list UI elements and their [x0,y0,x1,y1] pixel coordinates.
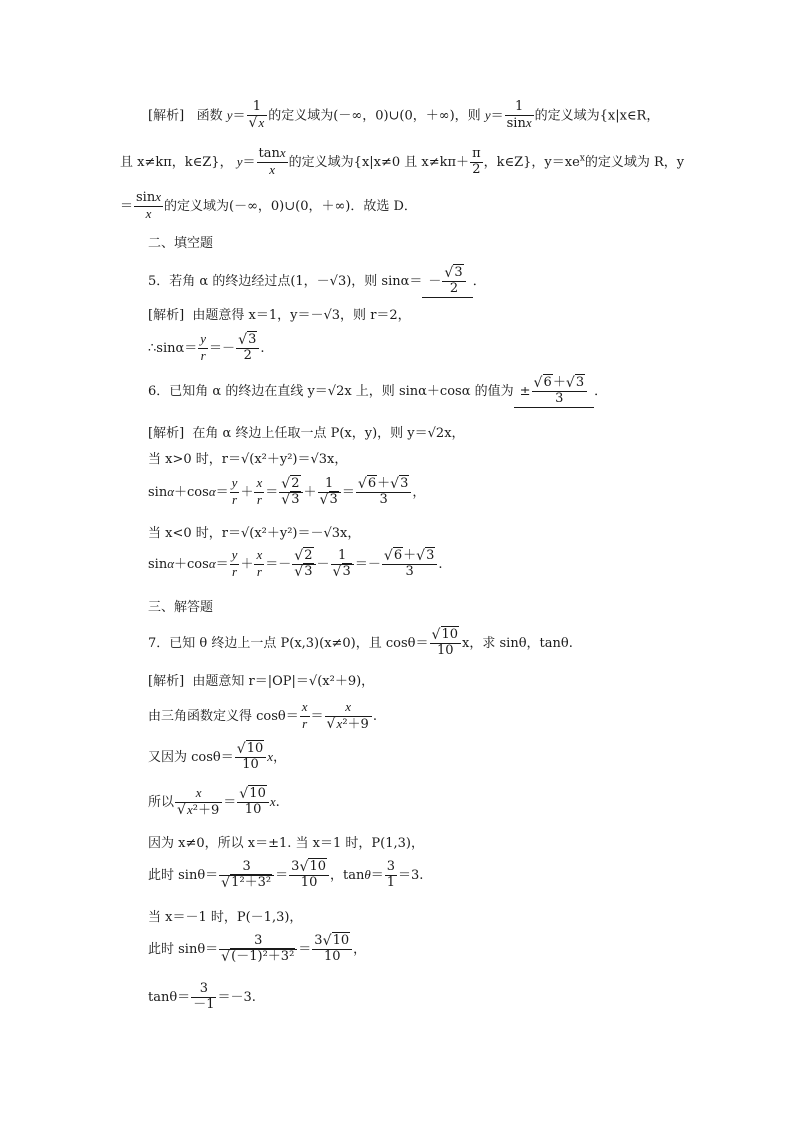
q4-analysis-line1: [解析] 函数 y＝ 1 √ x 的定义域为(－∞，0)∪(0，＋∞)，则 y＝ $\frac{1}{\sin x}$ 的定义域为{x|x∈R， [148,100,659,132]
text: 函数 [196,108,223,124]
analysis-tag: [解析] [148,108,185,124]
text: 由题意知 r＝|OP|＝√(x²＋9)， [192,674,375,689]
text: tanθ＝ [148,989,191,1005]
q7-analysis-9: tanθ＝ $\frac{3}{-1}$ ＝－3. [148,981,256,1012]
text: 因为 x≠0，所以 x＝±1. 当 x＝1 时，P(1,3)， [148,836,424,851]
q6-analysis-1 [148,422,465,441]
q6-analysis-4 [148,522,360,541]
q5-analysis-1 [148,304,411,323]
analysis-tag: [解析] [148,674,185,689]
q6-stem [148,376,607,408]
q4-analysis-line2: 且 x≠kπ，k∈Z}， y＝ $\frac{\tan x}{x}$ 的定义域为{x|x≠0 且 x≠kπ＋ $\frac{\pi}{2}$ ，k∈Z}，$y=xe^x$的定义域为 R，y [120,145,685,177]
text: 由三角函数定义得 cosθ＝ [148,708,299,724]
text: 的定义域为(－∞，0)∪(0，＋∞)．故选 D． [164,198,417,214]
q5-stem [148,266,486,298]
q7-analysis-1 [148,670,374,689]
q7-stem: 7．已知 θ 终边上一点 P(x,3)(x≠0)，且 cosθ＝ √ $\frac{10}{10}$ x，求 sinθ，tanθ. [148,628,573,659]
q7-analysis-4: 所以 x √ x²＋9 ＝ √ $\frac{10}{10}$ x. [148,786,280,819]
q7-analysis-3: 又因为 cosθ＝ √ $\frac{10}{10}$ x， [148,742,286,773]
text: 所以 [148,794,175,810]
fraction: 1 √ x [247,100,268,132]
text: 的定义域为{x|x≠0 且 x≠kπ＋ [288,154,470,170]
text: 且 x≠kπ，k∈Z}， [120,154,233,170]
text: ． [594,383,608,399]
fraction: $\frac{\tan x}{x}$ [258,145,286,177]
question-text: 7．已知 θ 终边上一点 P(x,3)(x≠0)，且 cosθ＝ [148,635,429,651]
text: 由题意得 x＝1，y＝－√3，则 r＝2， [192,308,411,323]
q6-analysis-2 [148,448,347,467]
fraction: $\frac{1}{\sin x}$ [506,99,532,131]
q7-analysis-7 [148,906,302,925]
q4-analysis-line3: ＝ $\frac{\sin x}{x}$ 的定义域为(－∞，0)∪(0，＋∞)．故选 D． [120,189,417,221]
text: ，k∈Z}，y＝xe [483,154,580,170]
text: 的定义域为{x|x∈R， [534,108,660,124]
question-text: x，求 sinθ，tanθ. [462,635,573,651]
section-heading: 二、填空题 [148,236,214,251]
q6-analysis-5: sinα＋cosα＝ $\frac{y}{r}$ ＋ $\frac{x}{r}$ ＝－ √ 2 √ 3 － 1 √ 3 ＝－ √ $\frac{6+√ 3}{3}$ . [148,548,443,581]
answer-blank: － √ $\frac{3}{2}$ [422,266,472,298]
question-text: 5．若角 α 的终边经过点(1，－√3)，则 sinα＝ [148,273,423,289]
text: 当 x＝－1 时，P(－1,3)， [148,910,303,925]
text: ． [472,273,486,289]
question-text: 6．已知角 α 的终边在直线 y＝√2x 上，则 sinα＋cosα 的值为 [148,383,514,399]
fraction: $\frac{\sin x}{x}$ [136,189,161,221]
text: 当 x>0 时，r＝√(x²＋y²)＝√3x， [148,452,348,467]
q7-analysis-8: 此时 sinθ＝ 3 √ (－1)²＋3² ＝ $\frac{3√ 10}{10}$ ， [148,934,366,965]
analysis-tag: [解析] [148,426,185,441]
text: 此时 sinθ＝ [148,867,219,883]
text: 此时 sinθ＝ [148,941,219,957]
section-heading: 三、解答题 [148,600,214,615]
q7-analysis-6: 此时 sinθ＝ 3 √ 1²＋3² ＝ $\frac{3√ 10}{10}$ ，tanθ＝ $\frac{3}{1}$ ＝3. [148,860,423,891]
answer-blank: ± √ $\frac{6+√ 3}{3}$ [514,376,594,408]
q5-analysis-2: ∴sinα＝ $\frac{y}{r}$ ＝－ √ $\frac{3}{2}$ . [148,332,264,365]
text: 又因为 cosθ＝ [148,749,234,765]
fraction: $\frac{\pi}{2}$ [472,146,481,177]
q6-analysis-3: sinα＋cosα＝ $\frac{y}{r}$ ＋ $\frac{x}{r}$ ＝ √ 2 √ 3 ＋ 1 √ 3 ＝ √ $\frac{6+√ 3}{3}$ ， [148,476,425,509]
text: 的定义域为(－∞，0)∪(0，＋∞)，则 [268,108,481,124]
text: 当 x<0 时，r＝√(x²＋y²)＝－√3x， [148,526,361,541]
q7-analysis-2: 由三角函数定义得 cosθ＝ $\frac{x}{r}$ ＝ x √ x²＋9 . [148,700,377,733]
analysis-tag: [解析] [148,308,185,323]
text: ∴sinα＝ [148,340,198,356]
q7-analysis-5 [148,832,424,851]
text: 在角 α 终边上任取一点 P(x，y)，则 y＝√2x， [192,426,465,441]
text: 的定义域为 R，y [584,154,685,170]
